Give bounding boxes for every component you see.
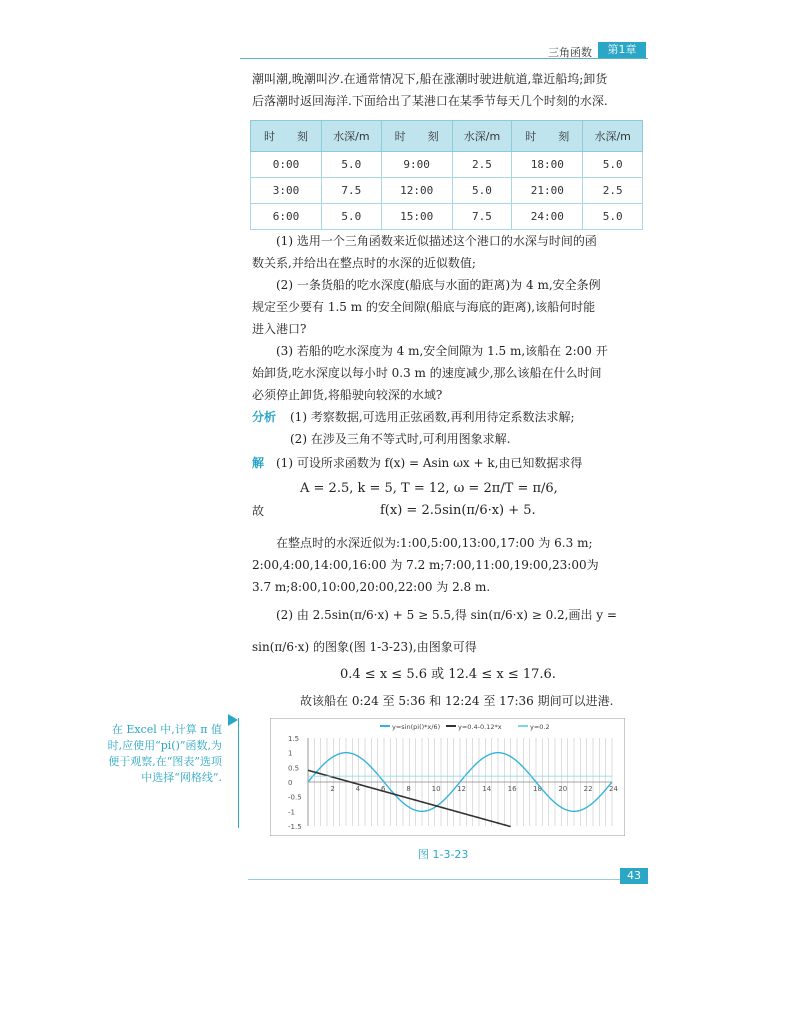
x-tick-label: 6 [381,785,386,793]
table-cell: 15:00 [381,204,452,230]
table-cell: 5.0 [583,204,643,230]
solution-label: 解 [252,456,265,470]
intro-line-1: 潮叫潮,晚潮叫汐.在通常情况下,船在涨潮时驶进航道,靠近船坞;卸货 [252,72,608,86]
solution-line-1: (1) 可设所求函数为 f(x) = Asin ωx + k,由已知数据求得 [276,456,583,470]
table-cell: 5.0 [322,152,382,178]
question-3-line-1: (3) 若船的吃水深度为 4 m,安全间隙为 1.5 m,该船在 2:00 开 [276,344,608,358]
table-header-row [251,121,643,152]
table-cell: 3:00 [251,178,322,204]
y-tick-label: -0.5 [288,793,302,802]
question-1-line-2: 数关系,并给出在整点时的水深的近似数值; [252,256,476,270]
side-note-bracket [226,718,239,828]
question-3-line-2: 始卸货,吃水深度以每小时 0.3 m 的速度减少,那么该船在什么时间 [252,366,602,380]
table-header: 时 刻 [512,121,583,152]
excel-side-note: 在 Excel 中,计算 π 值时,应使用“pi()”函数,为便于观察,在“图表”选项中选择“网格线”. [107,723,222,784]
analysis-line-2: (2) 在涉及三角不等式时,可利用图象求解. [290,432,511,446]
y-tick-label: -1 [288,808,295,817]
solution-interval: 0.4 ≤ x ≤ 5.6 或 12.4 ≤ x ≤ 17.6. [340,667,556,682]
table-row [251,152,643,178]
table-row [251,204,643,230]
question-2-line-1: (2) 一条货船的吃水深度(船底与水面的距离)为 4 m,安全条例 [276,278,601,292]
table-row [251,178,643,204]
table-cell: 0:00 [251,152,322,178]
analysis-label: 分析 [252,410,277,424]
x-tick-label: 16 [507,785,517,793]
x-tick-label: 2 [330,785,335,793]
figure-caption: 图 1-3-23 [418,848,469,861]
part2-line-2: sin(π/6·x) 的图象(图 1-3-23),由图象可得 [252,640,477,654]
solution-formula: f(x) = 2.5sin(π/6·x) + 5. [380,503,536,518]
x-tick-label: 18 [533,785,542,793]
y-tick-label: 1.5 [288,735,300,743]
table-cell: 6:00 [251,204,322,230]
intro-line-2: 后落潮时返回海洋.下面给出了某港口在某季节每天几个时刻的水深. [252,94,608,108]
table-cell: 12:00 [381,178,452,204]
y-tick-label: -1.5 [288,823,302,831]
table-cell: 5.0 [322,204,382,230]
footer-rule [248,879,648,880]
question-3-line-3: 必须停止卸货,将船驶向较深的水域? [252,388,443,402]
solution-gu: 故 [252,504,265,518]
table-cell: 2.5 [583,178,643,204]
y-tick-label: 0.5 [288,764,300,773]
table-header: 水深/m [583,121,643,152]
table-header: 水深/m [322,121,382,152]
depth-line-2: 2:00,4:00,14:00,16:00 为 7.2 m;7:00,11:00,19:00,23:00为 [252,558,599,572]
table-header: 时 刻 [251,121,322,152]
depth-line-1: 在整点时的水深近似为:1:00,5:00,13:00,17:00 为 6.3 m; [276,536,593,550]
question-2-line-2: 规定至少要有 1.5 m 的安全间隙(船底与海底的距离),该船何时能 [252,300,596,314]
table-cell: 2.5 [452,152,512,178]
header-section: 三角函数 [548,46,592,59]
table-cell: 7.5 [452,204,512,230]
analysis-line-1: (1) 考察数据,可选用正弦函数,再利用待定系数法求解; [290,410,575,424]
x-tick-label: 12 [457,785,466,793]
table-cell: 7.5 [322,178,382,204]
x-tick-label: 4 [355,785,361,793]
y-tick-label: 1 [288,749,293,758]
x-tick-label: 14 [482,785,492,793]
solution-line-2: A = 2.5, k = 5, T = 12, ω = 2π/T = π/6, [300,481,558,496]
part2-line-1: (2) 由 2.5sin(π/6·x) + 5 ≥ 5.5,得 sin(π/6·x) ≥ 0.2,画出 y = [276,608,617,622]
x-tick-label: 10 [431,785,441,793]
legend-label: y=0.4-0.12*x [458,723,502,731]
legend-label: y=sin(pi()*x/6) [392,723,441,731]
legend-label: y=0.2 [530,723,550,731]
question-2-line-3: 进入港口? [252,322,307,336]
side-note-arrow-icon [228,714,238,726]
table-cell: 5.0 [452,178,512,204]
table-cell: 9:00 [381,152,452,178]
table-header: 时 刻 [381,121,452,152]
x-tick-label: 20 [558,785,568,793]
x-tick-label: 24 [609,785,618,793]
x-tick-label: 8 [406,785,411,793]
x-tick-label: 22 [583,785,593,793]
question-1-line-1: (1) 选用一个三角函数来近似描述这个港口的水深与时间的函 [276,234,597,248]
table-cell: 21:00 [512,178,583,204]
table-cell: 24:00 [512,204,583,230]
header-chapter-badge: 第1章 [598,42,646,58]
depth-line-3: 3.7 m;8:00,10:00,20:00,22:00 为 2.8 m. [252,580,491,594]
tide-table [250,120,643,230]
table-cell: 5.0 [583,152,643,178]
y-tick-label: 0 [288,779,293,787]
page-number: 43 [620,868,648,884]
table-header: 水深/m [452,121,512,152]
sine-chart [270,718,625,836]
table-cell: 18:00 [512,152,583,178]
solution-conclusion: 故该船在 0:24 至 5:36 和 12:24 至 17:36 期间可以进港. [300,694,614,708]
